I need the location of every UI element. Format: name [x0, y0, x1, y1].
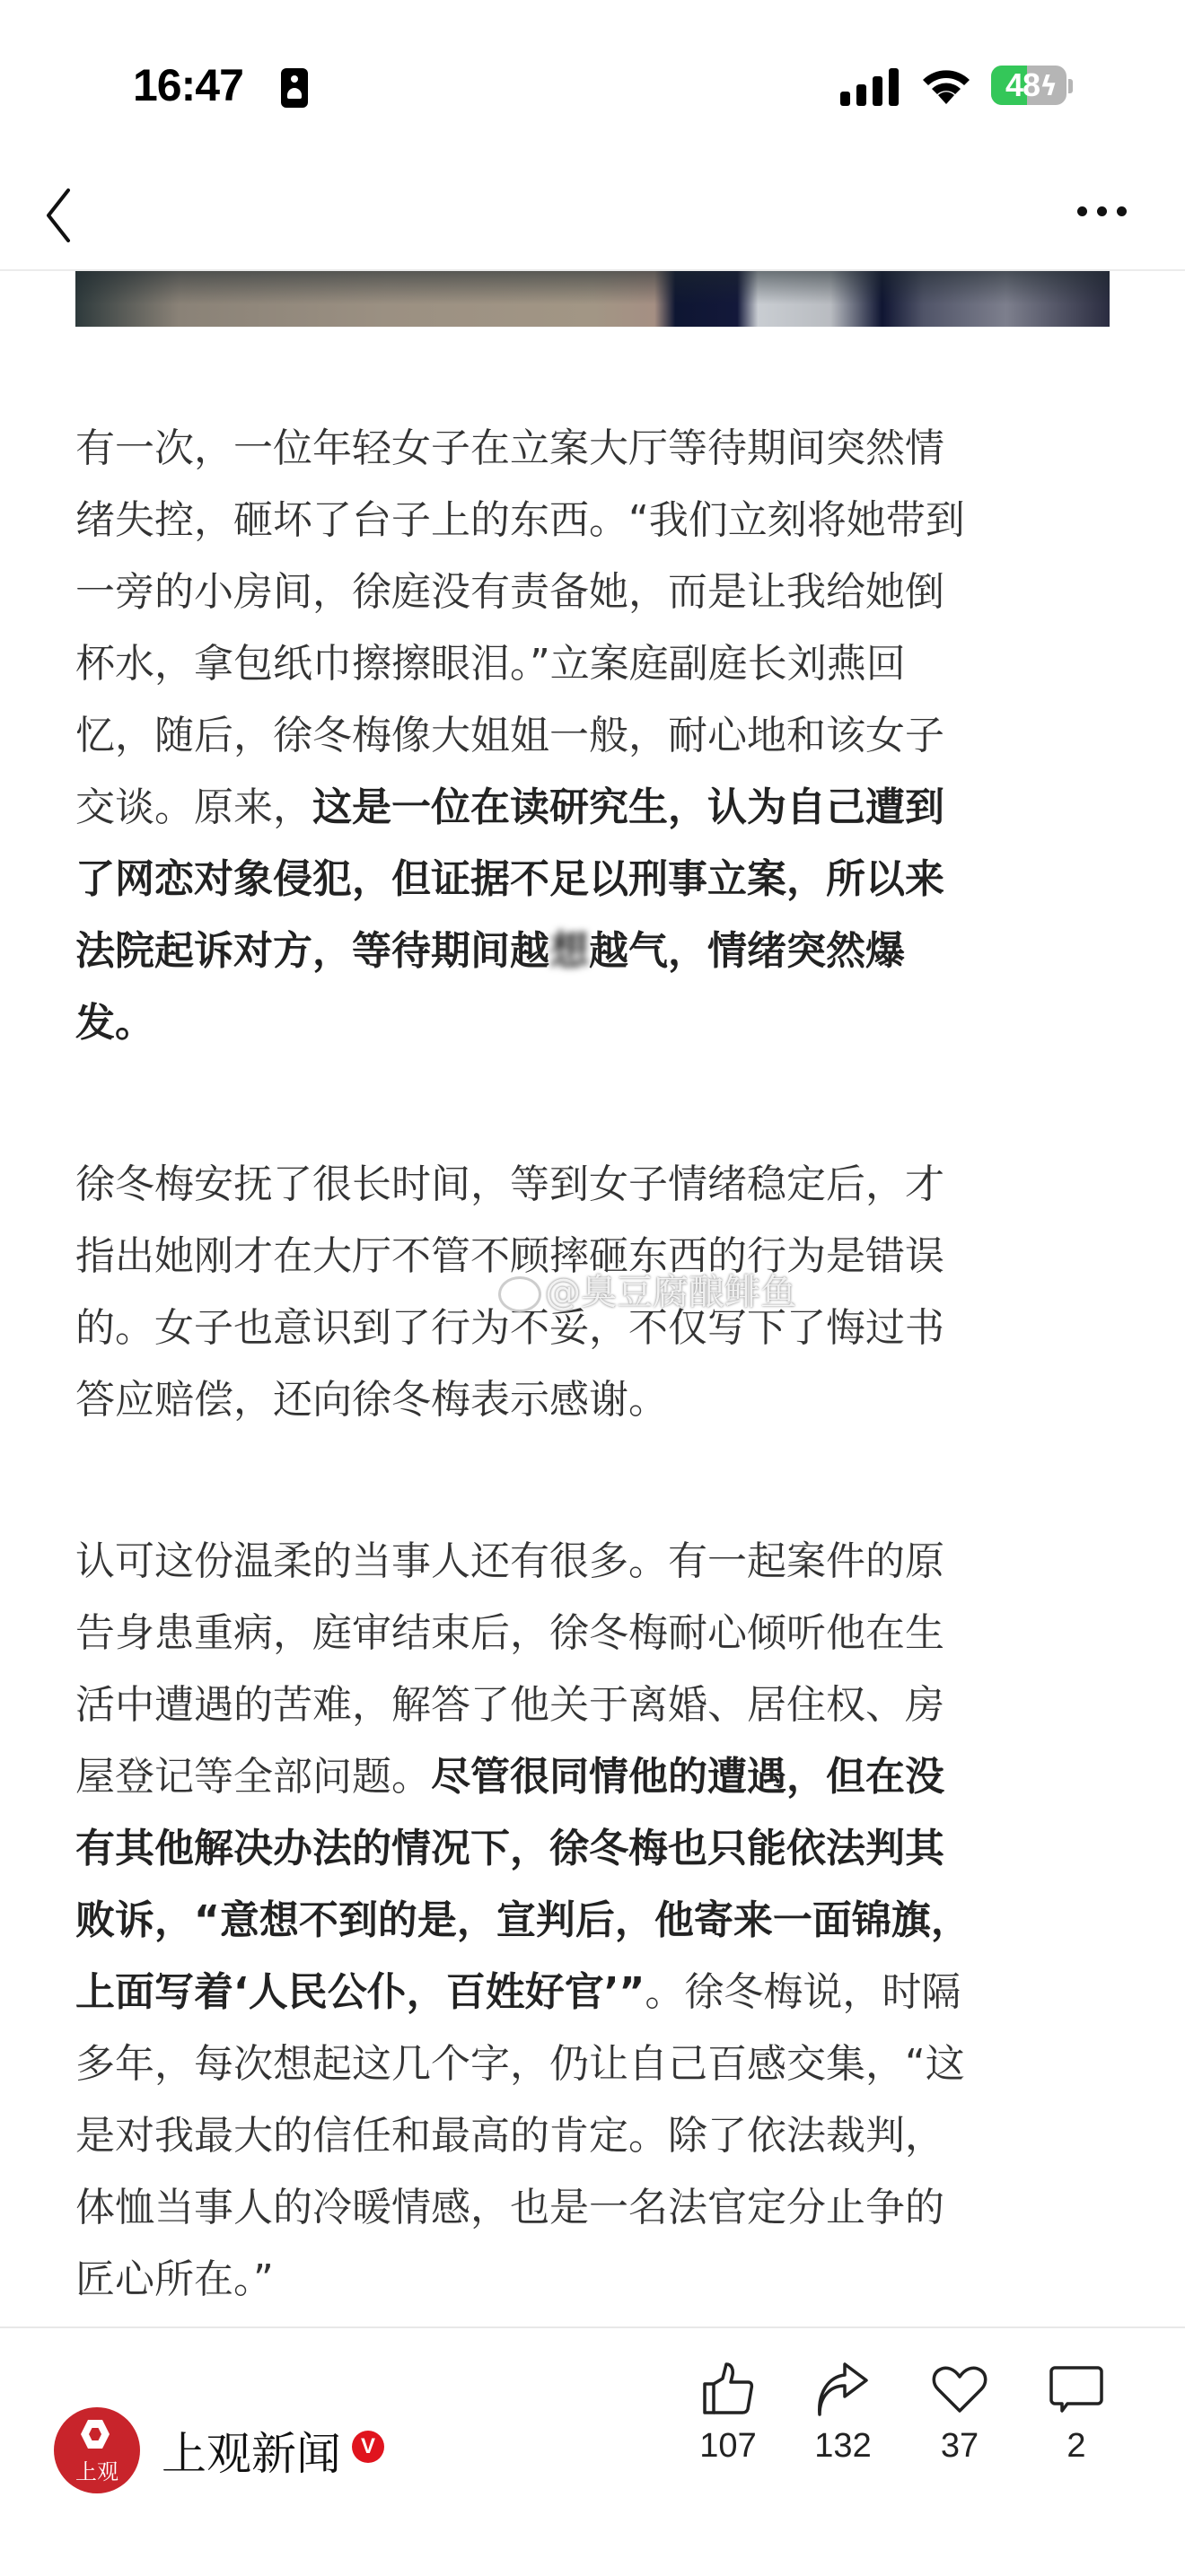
paragraph-line [75, 1813, 1117, 1885]
text-run: 忆，随后，徐冬梅像大姐姐一般，耐心地和该女子 [75, 713, 944, 758]
battery-percent: 48 [1005, 66, 1040, 103]
focus-mode-icon [281, 68, 308, 108]
paragraph-line [75, 485, 1117, 556]
favorite-button[interactable] [910, 2361, 1009, 2466]
paragraph-line [75, 916, 1117, 987]
article-body [75, 413, 1117, 2405]
text-run: 屋登记等全部问题。 [75, 1754, 431, 1800]
text-run: 有一次，一位年轻女子在立案大厅等待期间突然情 [75, 425, 944, 471]
article-paragraph [75, 1526, 1117, 2316]
more-options-button[interactable] [1074, 197, 1131, 224]
paragraph-line [75, 2172, 1117, 2244]
text-run: 交谈。原来， [75, 784, 312, 830]
charging-bolt-icon: ϟ [1040, 71, 1058, 102]
text-run: 多年，每次想起这几个字，仍让自己百感交集，“这 [75, 2041, 965, 2087]
text-run: 答应赔偿，还向徐冬梅表示感谢。 [75, 1377, 668, 1423]
text-run: 徐冬梅安抚了很长时间，等到女子情绪稳定后，才 [75, 1161, 944, 1207]
paragraph-line [75, 1364, 1117, 1436]
paragraph-line [75, 2100, 1117, 2172]
text-run: 匠心所在。” [75, 2256, 274, 2302]
article-paragraph [75, 413, 1117, 1059]
paragraph-line [75, 556, 1117, 628]
bold-text-run: 想 [549, 928, 589, 974]
text-run: 是对我最大的信任和最高的肯定。除了依法裁判， [75, 2113, 944, 2159]
text-run: 告身患重病，庭审结束后，徐冬梅耐心倾听他在生 [75, 1610, 944, 1656]
paragraph-line [75, 700, 1117, 772]
verified-badge-icon: V [352, 2431, 384, 2463]
text-run: 。徐冬梅说，时隔 [645, 1969, 961, 2015]
source-avatar[interactable]: 上观 [54, 2407, 140, 2493]
bold-text-run: 上面写着‘人民公仆，百姓好官’” [75, 1969, 645, 2015]
status-time: 16:47 [133, 60, 243, 110]
paragraph-line [75, 844, 1117, 916]
paragraph-line [75, 772, 1117, 844]
ellipsis-icon [1077, 206, 1087, 216]
text-run: 一旁的小房间，徐庭没有责备她，而是让我给她倒 [75, 569, 944, 615]
back-button[interactable] [36, 180, 81, 251]
paragraph-line [75, 1598, 1117, 1669]
like-count: 107 [699, 2427, 757, 2465]
bold-text-run: 尽管很同情他的遭遇，但在没 [431, 1754, 944, 1800]
text-run: 指出她刚才在大厅不管不顾摔砸东西的行为是错误 [75, 1233, 944, 1279]
article-image[interactable] [75, 271, 1110, 327]
paragraph-line [75, 1885, 1117, 1957]
bold-text-run: 这是一位在读研究生，认为自己遭到 [312, 784, 944, 830]
paragraph-line [75, 413, 1117, 485]
thumbs-up-icon [699, 2361, 757, 2418]
watermark: @臭豆腐酿鲱鱼 [498, 1264, 796, 1315]
bold-text-run: 败诉，“意想不到的是，宣判后，他寄来一面锦旗， [75, 1897, 970, 1943]
heart-icon [931, 2361, 988, 2418]
status-bar [0, 0, 1185, 153]
source-name[interactable]: 上观新闻 [162, 2428, 341, 2480]
favorite-count: 37 [940, 2427, 979, 2465]
paragraph-line [75, 1669, 1117, 1741]
bold-text-run: 发。 [75, 1000, 154, 1046]
text-run: 活中遭遇的苦难，解答了他关于离婚、居住权、房 [75, 1682, 944, 1728]
bold-text-run: 越气，情绪突然爆 [589, 928, 905, 974]
paragraph-line [75, 1741, 1117, 1813]
paragraph-line [75, 1526, 1117, 1598]
bold-text-run: 有其他解决办法的情况下，徐冬梅也只能依法判其 [75, 1826, 944, 1871]
comment-count: 2 [1066, 2427, 1086, 2465]
navigation-bar [0, 153, 1185, 271]
text-run: 认可这份温柔的当事人还有很多。有一起案件的原 [75, 1538, 944, 1584]
text-run: 绪失控，砸坏了台子上的东西。“我们立刻将她带到 [75, 497, 965, 543]
bold-text-run: 了网恋对象侵犯，但证据不足以刑事立案，所以来 [75, 856, 944, 902]
repost-count: 132 [814, 2427, 872, 2465]
battery-icon [991, 66, 1066, 105]
comment-bubble-icon [1048, 2361, 1105, 2418]
paragraph-line [75, 2244, 1117, 2316]
paragraph-line [75, 2028, 1117, 2100]
battery-cap [1068, 79, 1073, 93]
repost-button[interactable] [794, 2361, 892, 2466]
share-arrow-icon [814, 2361, 872, 2418]
weibo-icon [498, 1276, 541, 1312]
bold-text-run: 法院起诉对方，等待期间越 [75, 928, 549, 974]
comment-button[interactable] [1027, 2361, 1126, 2466]
shutter-logo-icon [81, 2420, 110, 2449]
cellular-signal-icon [840, 68, 900, 106]
wifi-icon [919, 63, 973, 108]
text-run: 的。女子也意识到了行为不妥，不仅写下了悔过书 [75, 1305, 944, 1351]
paragraph-line [75, 987, 1117, 1059]
bottom-action-bar [0, 2326, 1185, 2576]
paragraph-line [75, 1957, 1117, 2028]
text-run: 体恤当事人的冷暖情感，也是一名法官定分止争的 [75, 2185, 944, 2230]
chevron-left-icon [36, 180, 81, 251]
paragraph-line [75, 1149, 1117, 1221]
text-run: 杯水，拿包纸巾擦擦眼泪。”立案庭副庭长刘燕回 [75, 641, 906, 687]
like-button[interactable] [679, 2361, 777, 2466]
paragraph-line [75, 628, 1117, 700]
